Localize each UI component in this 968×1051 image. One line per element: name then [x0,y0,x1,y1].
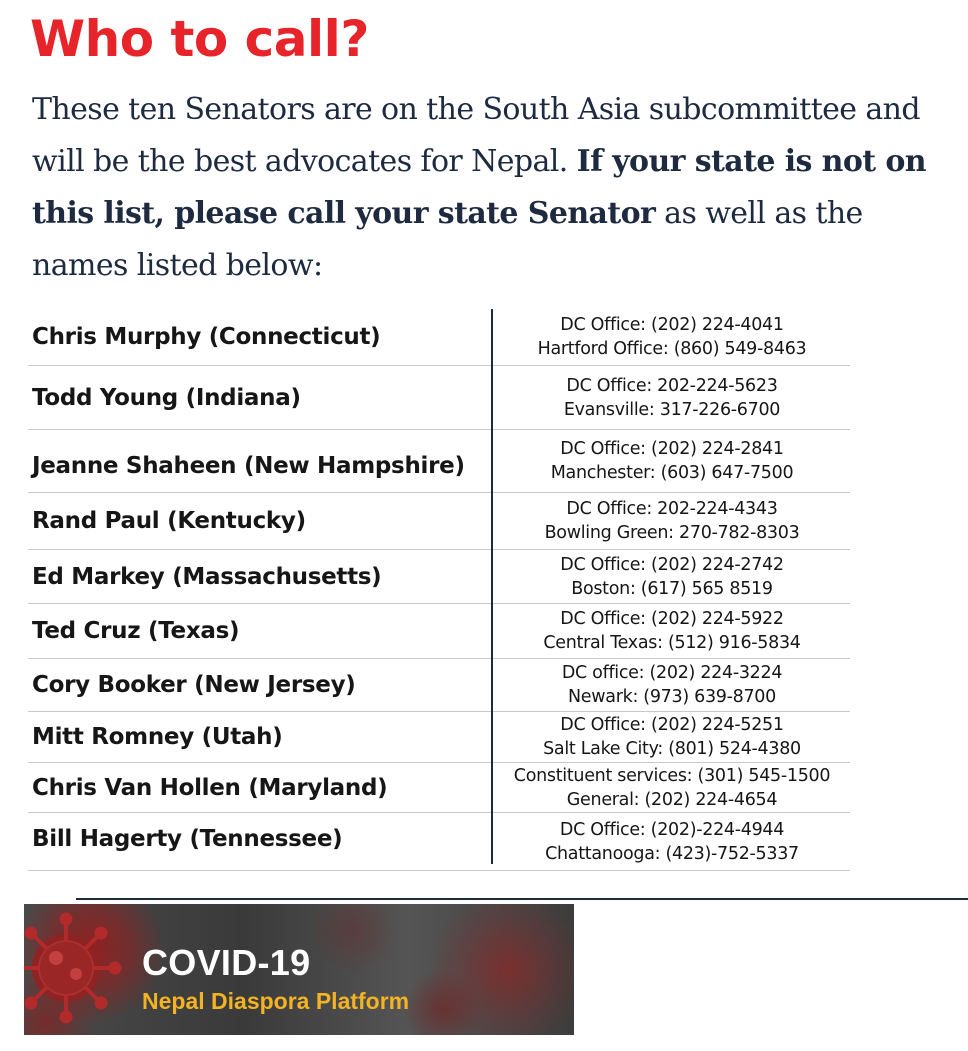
senator-phones [494,437,850,485]
senator-phones [494,764,850,812]
phone-line: Constituent services: (301) 545-1500 [513,765,831,786]
section-divider [76,898,968,900]
senator-name: Rand Paul (Kentucky) [32,508,306,534]
table-row [28,308,850,366]
senator-name: Mitt Romney (Utah) [32,724,283,750]
phone-line: DC Office: (202)-224-4944 [559,819,785,840]
senator-name: Ed Markey (Massachusetts) [32,563,382,590]
senator-name: Chris Van Hollen (Maryland) [32,774,388,801]
senator-phones [494,661,850,709]
page-title: Who to call? [30,10,369,68]
phone-line: Chattanooga: (423)-752-5337 [545,843,799,864]
intro-paragraph [32,84,947,292]
phone-line: Manchester: (603) 647-7500 [550,463,794,483]
phone-line: DC Office: 202-224-4343 [566,499,778,519]
phone-line: Bowling Green: 270-782-8303 [544,523,800,543]
phone-line: Evansville: 317-226-6700 [563,399,781,420]
phone-line: DC Office: (202) 224-2841 [560,439,784,459]
banner-subtitle: Nepal Diaspora Platform [142,988,410,1014]
phone-line: Salt Lake City: (801) 524-4380 [543,739,801,759]
phone-line: DC Office: (202) 224-4041 [560,314,784,335]
phone-line: Boston: (617) 565 8519 [571,578,773,599]
covid-banner [24,904,574,1035]
senator-phones [494,713,850,761]
phone-line: DC office: (202) 224-3224 [561,663,783,683]
senator-table [28,308,850,871]
column-divider [491,309,493,864]
senator-name: Bill Hagerty (Tennessee) [32,825,343,852]
senator-name: Jeanne Shaheen (New Hampshire) [32,452,465,479]
senator-name: Cory Booker (New Jersey) [32,672,356,698]
intro-text: These ten Senators are on the South Asia subcommittee and will be the best advocates for Nepal. [32,92,921,179]
banner-title: COVID-19 [142,942,311,983]
phone-line: DC Office: (202) 224-5922 [560,609,784,629]
virus-icon [24,908,126,1028]
senator-phones [494,553,850,601]
table-row [28,493,850,550]
intro-bold-text: If your state is not on this list, please call your state Senator [32,144,926,231]
senator-name: Ted Cruz (Texas) [32,618,240,644]
intro-text-end: as well as the names listed below: [32,196,863,283]
phone-line: DC Office: 202-224-5623 [566,375,778,396]
table-row [28,763,850,813]
table-row [28,659,850,712]
phone-line: Hartford Office: (860) 549-8463 [537,338,807,359]
phone-line: DC Office: (202) 224-2742 [560,554,784,575]
senator-phones [494,313,850,361]
phone-line: Newark: (973) 639-8700 [568,687,776,707]
phone-line: General: (202) 224-4654 [566,789,778,810]
table-row [28,712,850,763]
senator-name: Chris Murphy (Connecticut) [32,323,381,350]
phone-line: DC Office: (202) 224-5251 [560,715,784,735]
table-row [28,550,850,604]
senator-phones [494,374,850,422]
senator-name: Todd Young (Indiana) [32,384,301,411]
senator-phones [494,607,850,655]
table-row [28,430,850,493]
table-row [28,813,850,871]
table-row [28,366,850,430]
table-row [28,604,850,659]
phone-line: Central Texas: (512) 916-5834 [543,633,801,653]
senator-phones [494,818,850,866]
senator-phones [494,497,850,545]
